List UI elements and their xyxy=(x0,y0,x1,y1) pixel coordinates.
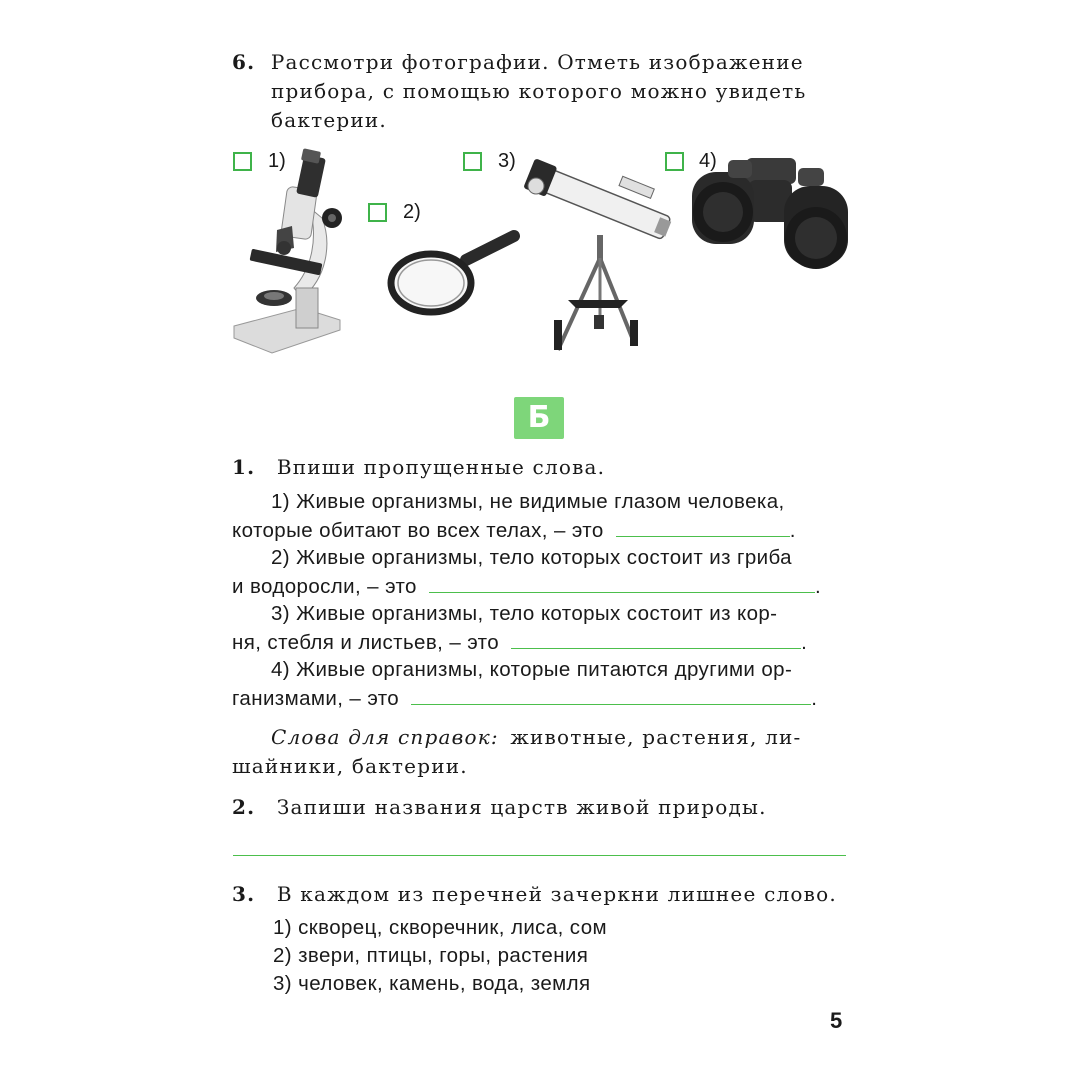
b1-item-4-text: ганизмами, – это xyxy=(232,687,400,710)
b1-item-3-text: ня, стебля и листьев, – это xyxy=(232,631,499,654)
b3-heading xyxy=(232,882,837,906)
b1-hint-line-1 xyxy=(271,725,801,749)
b3-number: 3. xyxy=(232,882,256,906)
b1-item-1-period: . xyxy=(789,519,796,542)
binoculars-icon xyxy=(688,150,850,275)
b3-title: В каждом из перечней зачеркни лишнее слово. xyxy=(276,882,837,906)
b1-item-2-period: . xyxy=(814,575,822,598)
q6-line-1 xyxy=(232,50,804,74)
q6-line-3: бактерии. xyxy=(271,108,387,132)
b1-item-3-period: . xyxy=(801,631,808,654)
option-2-label: 2) xyxy=(403,201,421,223)
b2-title: Запиши названия царств живой природы. xyxy=(276,795,767,819)
q6-number: 6. xyxy=(232,50,256,74)
b1-item-2-text: и водоросли, – это xyxy=(232,575,417,598)
telescope-icon xyxy=(520,150,670,355)
b1-item-4-period: . xyxy=(811,687,818,710)
option-1-label: 1) xyxy=(268,150,286,172)
b3-item-3[interactable]: 3) человек, камень, вода, земля xyxy=(273,972,591,995)
answer-blank-3[interactable] xyxy=(511,630,801,649)
b1-item-4-line-1: 4) Живые организмы, которые питаются другими ор- xyxy=(271,658,793,681)
b2-heading xyxy=(232,795,767,819)
magnifying-glass-icon xyxy=(386,228,521,318)
page-number: 5 xyxy=(830,1008,843,1033)
b3-item-2[interactable]: 2) звери, птицы, горы, растения xyxy=(273,944,589,967)
b2-number: 2. xyxy=(232,795,256,819)
b1-number: 1. xyxy=(232,455,256,479)
answer-blank-1[interactable] xyxy=(616,518,790,537)
b1-item-1-line-2 xyxy=(232,518,796,543)
q6-line-2: прибора, с помощью которого можно увидеть xyxy=(271,79,807,103)
b1-item-1-text: которые обитают во всех телах, – это xyxy=(232,519,604,542)
answer-blank-2[interactable] xyxy=(429,574,815,593)
option-3-label: 3) xyxy=(498,150,516,172)
b1-item-3-line-2 xyxy=(232,630,807,655)
b1-item-3-line-1: 3) Живые организмы, тело которых состоит из кор- xyxy=(271,602,778,625)
b1-item-2-line-1: 2) Живые организмы, тело которых состоит из гриба xyxy=(271,546,792,569)
answer-line-kingdoms[interactable] xyxy=(233,855,846,856)
microscope-icon xyxy=(232,148,347,360)
b1-title: Впиши пропущенные слова. xyxy=(276,455,606,479)
b1-item-1-line-1: 1) Живые организмы, не видимые глазом человека, xyxy=(271,490,785,513)
b1-item-2-line-2 xyxy=(232,574,821,599)
option-2-checkbox[interactable] xyxy=(368,203,387,222)
b1-item-4-line-2 xyxy=(232,686,817,711)
b3-item-1[interactable]: 1) скворец, скворечник, лиса, сом xyxy=(273,916,607,939)
answer-blank-4[interactable] xyxy=(411,686,811,705)
b1-hint-line-2: шайники, бактерии. xyxy=(232,754,468,778)
b1-heading xyxy=(232,455,605,479)
section-badge: Б xyxy=(514,397,564,439)
b1-hint-label: Слова для справок: xyxy=(271,725,499,749)
option-4-label: 4) xyxy=(699,150,717,172)
option-3-checkbox[interactable] xyxy=(463,152,482,171)
q6-text-1: Рассмотри фотографии. Отметь изображение xyxy=(270,50,804,74)
b1-hint-words-1: животные, растения, ли- xyxy=(510,725,802,749)
